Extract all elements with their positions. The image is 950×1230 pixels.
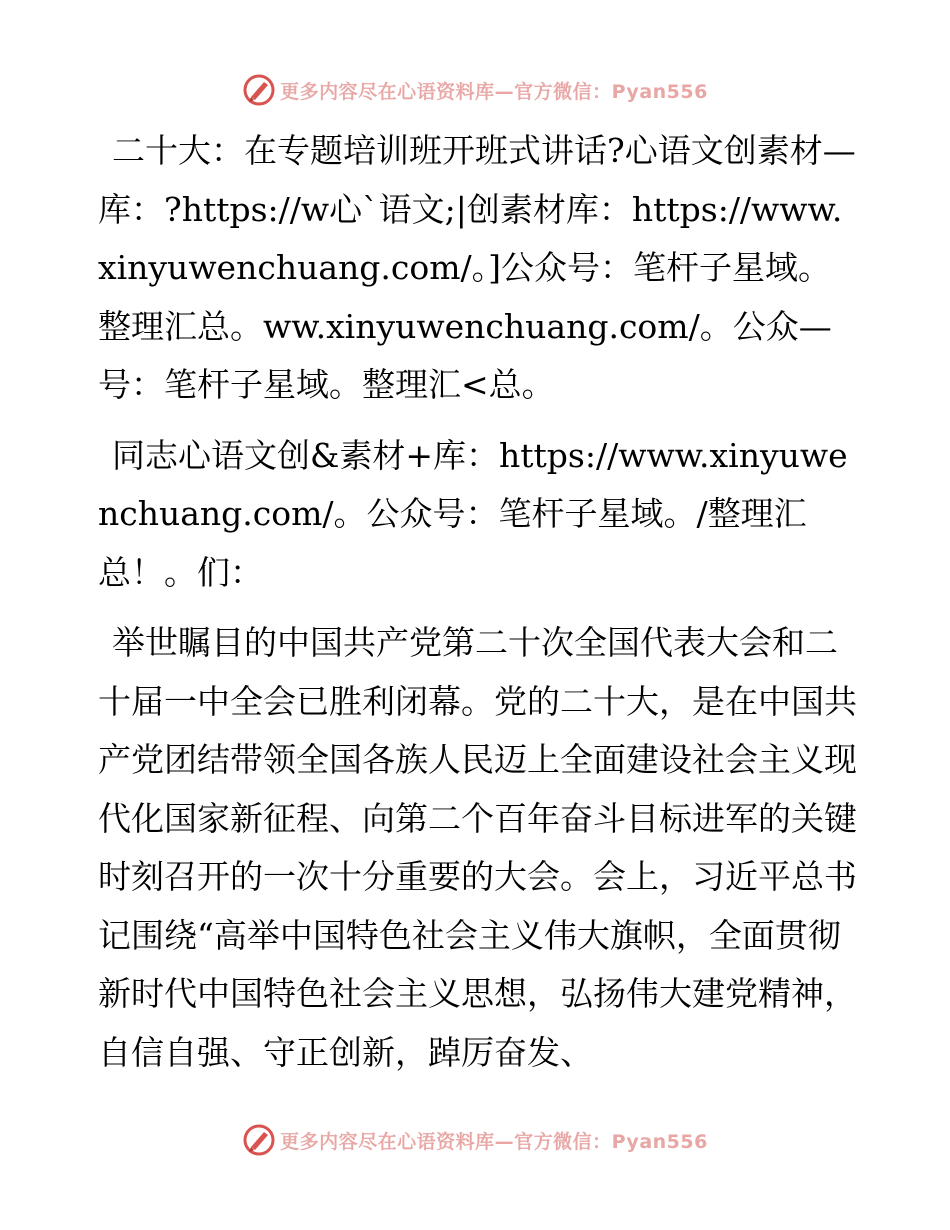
footer-banner — [0, 1120, 950, 1160]
header-banner-text: 更多内容尽在心语资料库—官方微信：Pyan556 — [280, 80, 708, 103]
document-body — [98, 122, 858, 1094]
paragraph-2: 同志心语文创&素材+库：https://www.xinyuwenchuang.com/。公众号：笔杆子星域。/整理汇总！。们： — [98, 435, 848, 592]
header-banner — [0, 70, 950, 110]
footer-banner-text: 更多内容尽在心语资料库—官方微信：Pyan556 — [280, 1130, 708, 1153]
paragraph-1: 二十大：在专题培训班开班式讲话?心语文创素材—库：?https://w心`语文;|创素材库：https://www.xinyuwenchuang.com/。]公众号：笔杆子星域。整理汇总。ww.xinyuwenchuang.com/。公众—号：笔杆子星域。整理汇<总。 — [98, 131, 856, 404]
pen-logo-icon — [242, 73, 276, 107]
paragraph-3: 举世瞩目的中国共产党第二十次全国代表大会和二十届一中全会已胜利闭幕。党的二十大，是在中国共产党团结带领全国各族人民迈上全面建设社会主义现代化国家新征程、向第二个百年奋斗目标进军的关键时刻召开的一次十分重要的大会。会上，习近平总书记围绕“高举中国特色社会主义伟大旗帜，全面贯彻新时代中国特色社会主义思想，弘扬伟大建党精神，自信自强、守正创新，踔厉奋发、 — [98, 623, 857, 1072]
pen-logo-icon — [242, 1123, 276, 1157]
